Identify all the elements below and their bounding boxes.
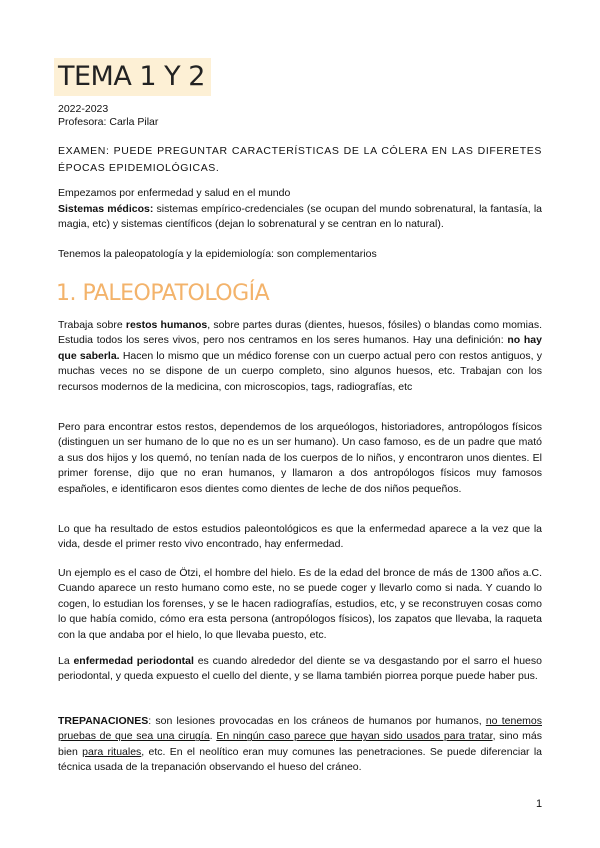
p1-text-e: Hacen lo mismo que un médico forense con un cuerpo actual pero con restos antiguos, y muchas veces no se dispone de un cuerpo completo, sino algunos huesos, etc. Trabajan con los recursos modernos de la medicina, con microscopios, tags, radiografías, etc: [58, 349, 543, 393]
p5-text-a: La: [58, 655, 74, 667]
paragraph-otzi: Un ejemplo es el caso de Ötzi, el hombre del hielo. Es de la edad del bronce de más de 1300 años a.C. Cuando aparece un resto humano como este, no se puede coger y llevarlo como si nada. Y cuando lo cogen, lo estudian los forenses, y se le hacen radiografías, estudios, etc, y se reconstruyen cosas como lo que había comido, cómo era esta persona (antropólogos físicos), los zapatos que llevaba, la raqueta con la que andaba por el hielo, lo que llevaba puesto, etc.: [58, 567, 542, 641]
p5-text-c: es cuando alrededor del diente se va desgastando por el sarro el hueso periodontal, y queda expuesto el cuello del diente, y se llama también piorrea porque puede haber pus.: [58, 655, 542, 683]
p1-text-c: , sobre partes duras (dientes, huesos, fósiles) o blandas como momias. Estudia todos los seres vivos, pero nos centramos en los seres humanos. Hay una definición:: [58, 319, 543, 347]
p6-text-h: , etc. En el neolítico eran muy comunes las penetraciones. Se puede diferenciar la técnica usada de la trepanación observando el hueso del cráneo.: [58, 745, 542, 774]
teacher-line: Profesora: Carla Pilar: [58, 116, 159, 128]
p6-text-d: .: [209, 730, 217, 743]
paragraph-enfermedad-vida: Lo que ha resultado de estos estudios paleontológicos es que la enfermedad aparece a la vez que la vida, desde el primer resto vivo encontrado, hay enfermedad.: [58, 523, 542, 551]
p6-text-b: : son lesiones provocadas en los cráneos de humanos por humanos,: [148, 715, 486, 727]
page-title: TEMA 1 Y 2: [54, 58, 211, 96]
complementarios-line: Tenemos la paleopatología y la epidemiología: son complementarios: [58, 248, 377, 260]
p6-underline-pruebas: no tenemos pruebas de que sea una cirugía: [58, 715, 542, 743]
exam-note: EXAMEN: PUEDE PREGUNTAR CARACTERÍSTICAS DE LA CÓLERA EN LAS DIFERETES ÉPOCAS EPIDEMIOLÓGICAS.: [58, 145, 542, 174]
p6-underline-tratar: En ningún caso parece que hayan sido usados para tratar: [216, 730, 493, 743]
p6-underline-rituales: para rituales: [82, 745, 142, 758]
p6-text-f: , sino más bien: [58, 730, 542, 758]
sistemas-term: Sistemas médicos:: [58, 203, 154, 215]
sistemas-medicos-paragraph: [58, 202, 542, 233]
intro-line: Empezamos por enfermedad y salud en el mundo: [58, 187, 291, 199]
p6-bold-trepanaciones: TREPANACIONES: [58, 715, 149, 727]
paragraph-restos-humanos: [58, 318, 542, 395]
paragraph-arqueologos: Pero para encontrar estos restos, dependemos de los arqueólogos, historiadores, antropólogos físicos (distinguen un ser humano de lo que no es un ser humano). Un caso famoso, es de un padre que mató a sus dos hijos y los quemó, no tenían nada de los cuerpos de lo niños, y encontraron unos dientes. El primer forense, dijo que no eran humanos, y llamaron a dos antropólogos físicos muy famosos españoles, e identificaron esos dientes como dientes de leche de dos niños pequeños.: [58, 421, 542, 495]
sistemas-text: sistemas empírico-credenciales (se ocupan del mundo sobrenatural, la fantasía, la magia, etc) y sistemas científicos (dejan lo sobrenatural y se centran en lo natural).: [58, 203, 542, 231]
p5-bold-periodontal: enfermedad periodontal: [73, 655, 194, 667]
section-heading-paleopatologia: 1. PALEOPATOLOGÍA: [56, 281, 270, 306]
p1-bold-no-saberla: no hay que saberla.: [58, 334, 542, 362]
p1-bold-restos: restos humanos: [125, 319, 208, 331]
p1-text-a: Trabaja sobre: [58, 319, 126, 331]
paragraph-trepanaciones: [58, 714, 542, 776]
school-year: 2022-2023: [58, 103, 109, 115]
page-number: 1: [536, 798, 543, 810]
paragraph-periodontal: [58, 654, 542, 685]
